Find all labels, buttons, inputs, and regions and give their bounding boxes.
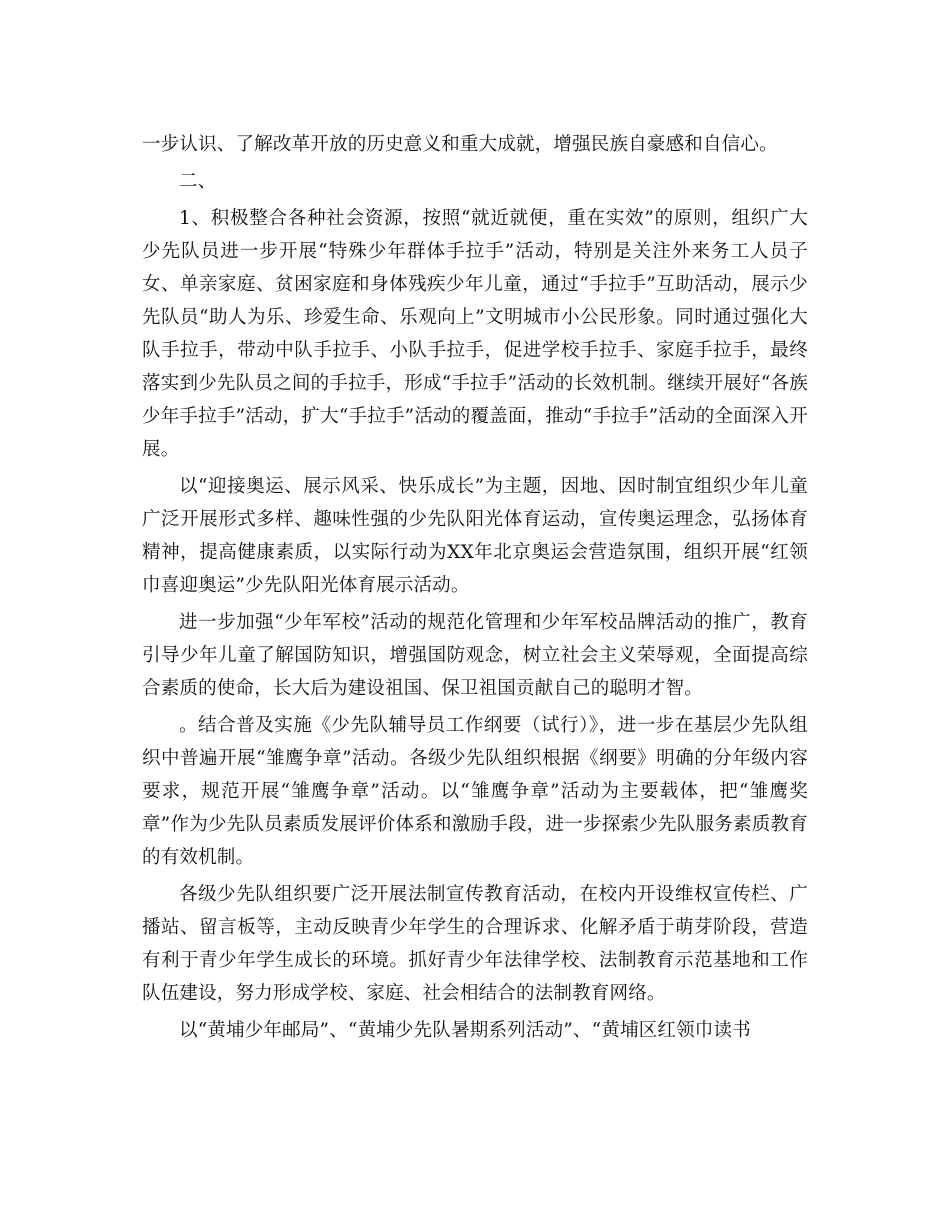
paragraph-4: 以“迎接奥运、展示风采、快乐成长”为主题，因地、因时制宜组织少年儿童广泛开展形式多样、趣味性强的少先队阳光体育运动，宣传奥运理念，弘扬体育精神，提高健康素质，以实际行动为XX年北京奥运会营造氛围，组织开展“红领巾喜迎奥运”少先队阳光体育展示活动。 (142, 476, 808, 596)
paragraph-6: 。结合普及实施《少先队辅导员工作纲要（试行）》，进一步在基层少先队组织中普遍开展“雏鹰争章”活动。各级少先队组织根据《纲要》明确的分年级内容要求，规范开展“雏鹰争章”活动。以“雏鹰争章”活动为主要载体，把“雏鹰奖章”作为少先队员素质发展评价体系和激励手段，进一步探索少先队服务素质教育的有效机制。 (142, 715, 808, 868)
paragraph-7: 各级少先队组织要广泛开展法制宣传教育活动，在校内开设维权宣传栏、广播站、留言板等，主动反映青少年学生的合理诉求、化解矛盾于萌芽阶段，营造有利于青少年学生成长的环境。抓好青少年法律学校、法制教育示范基地和工作队伍建设，努力形成学校、家庭、社会相结合的法制教育网络。 (142, 884, 808, 1004)
paragraph-5: 进一步加强“少年军校”活动的规范化管理和少年军校品牌活动的推广，教育引导少年儿童了解国防知识，增强国防观念，树立社会主义荣辱观，全面提高综合素质的使命，长大后为建设祖国、保卫祖国贡献自己的聪明才智。 (142, 612, 808, 699)
paragraph-2-heading: 二、 (179, 171, 217, 192)
paragraph-1: 一步认识、了解改革开放的历史意义和重大成就，增强民族自豪感和自信心。 (142, 134, 778, 155)
paragraph-3: 1、积极整合各种社会资源，按照“就近就便，重在实效”的原则，组织广大少先队员进一步开展“特殊少年群体手拉手”活动，特别是关注外来务工人员子女、单亲家庭、贫困家庭和身体残疾少年儿童，通过“手拉手”互助活动，展示少先队员“助人为乐、珍爱生命、乐观向上”文明城市小公民形象。同时通过强化大队手拉手，带动中队手拉手、小队手拉手，促进学校手拉手、家庭手拉手，最终落实到少先队员之间的手拉手，形成“手拉手”活动的长效机制。继续开展好“各族少年手拉手”活动，扩大“手拉手”活动的覆盖面，推动“手拉手”活动的全面深入开展。 (142, 208, 808, 460)
paragraph-8: 以“黄埔少年邮局”、“黄埔少先队暑期系列活动”、“黄埔区红领巾读书 (179, 1020, 751, 1041)
document-body (142, 128, 808, 1051)
